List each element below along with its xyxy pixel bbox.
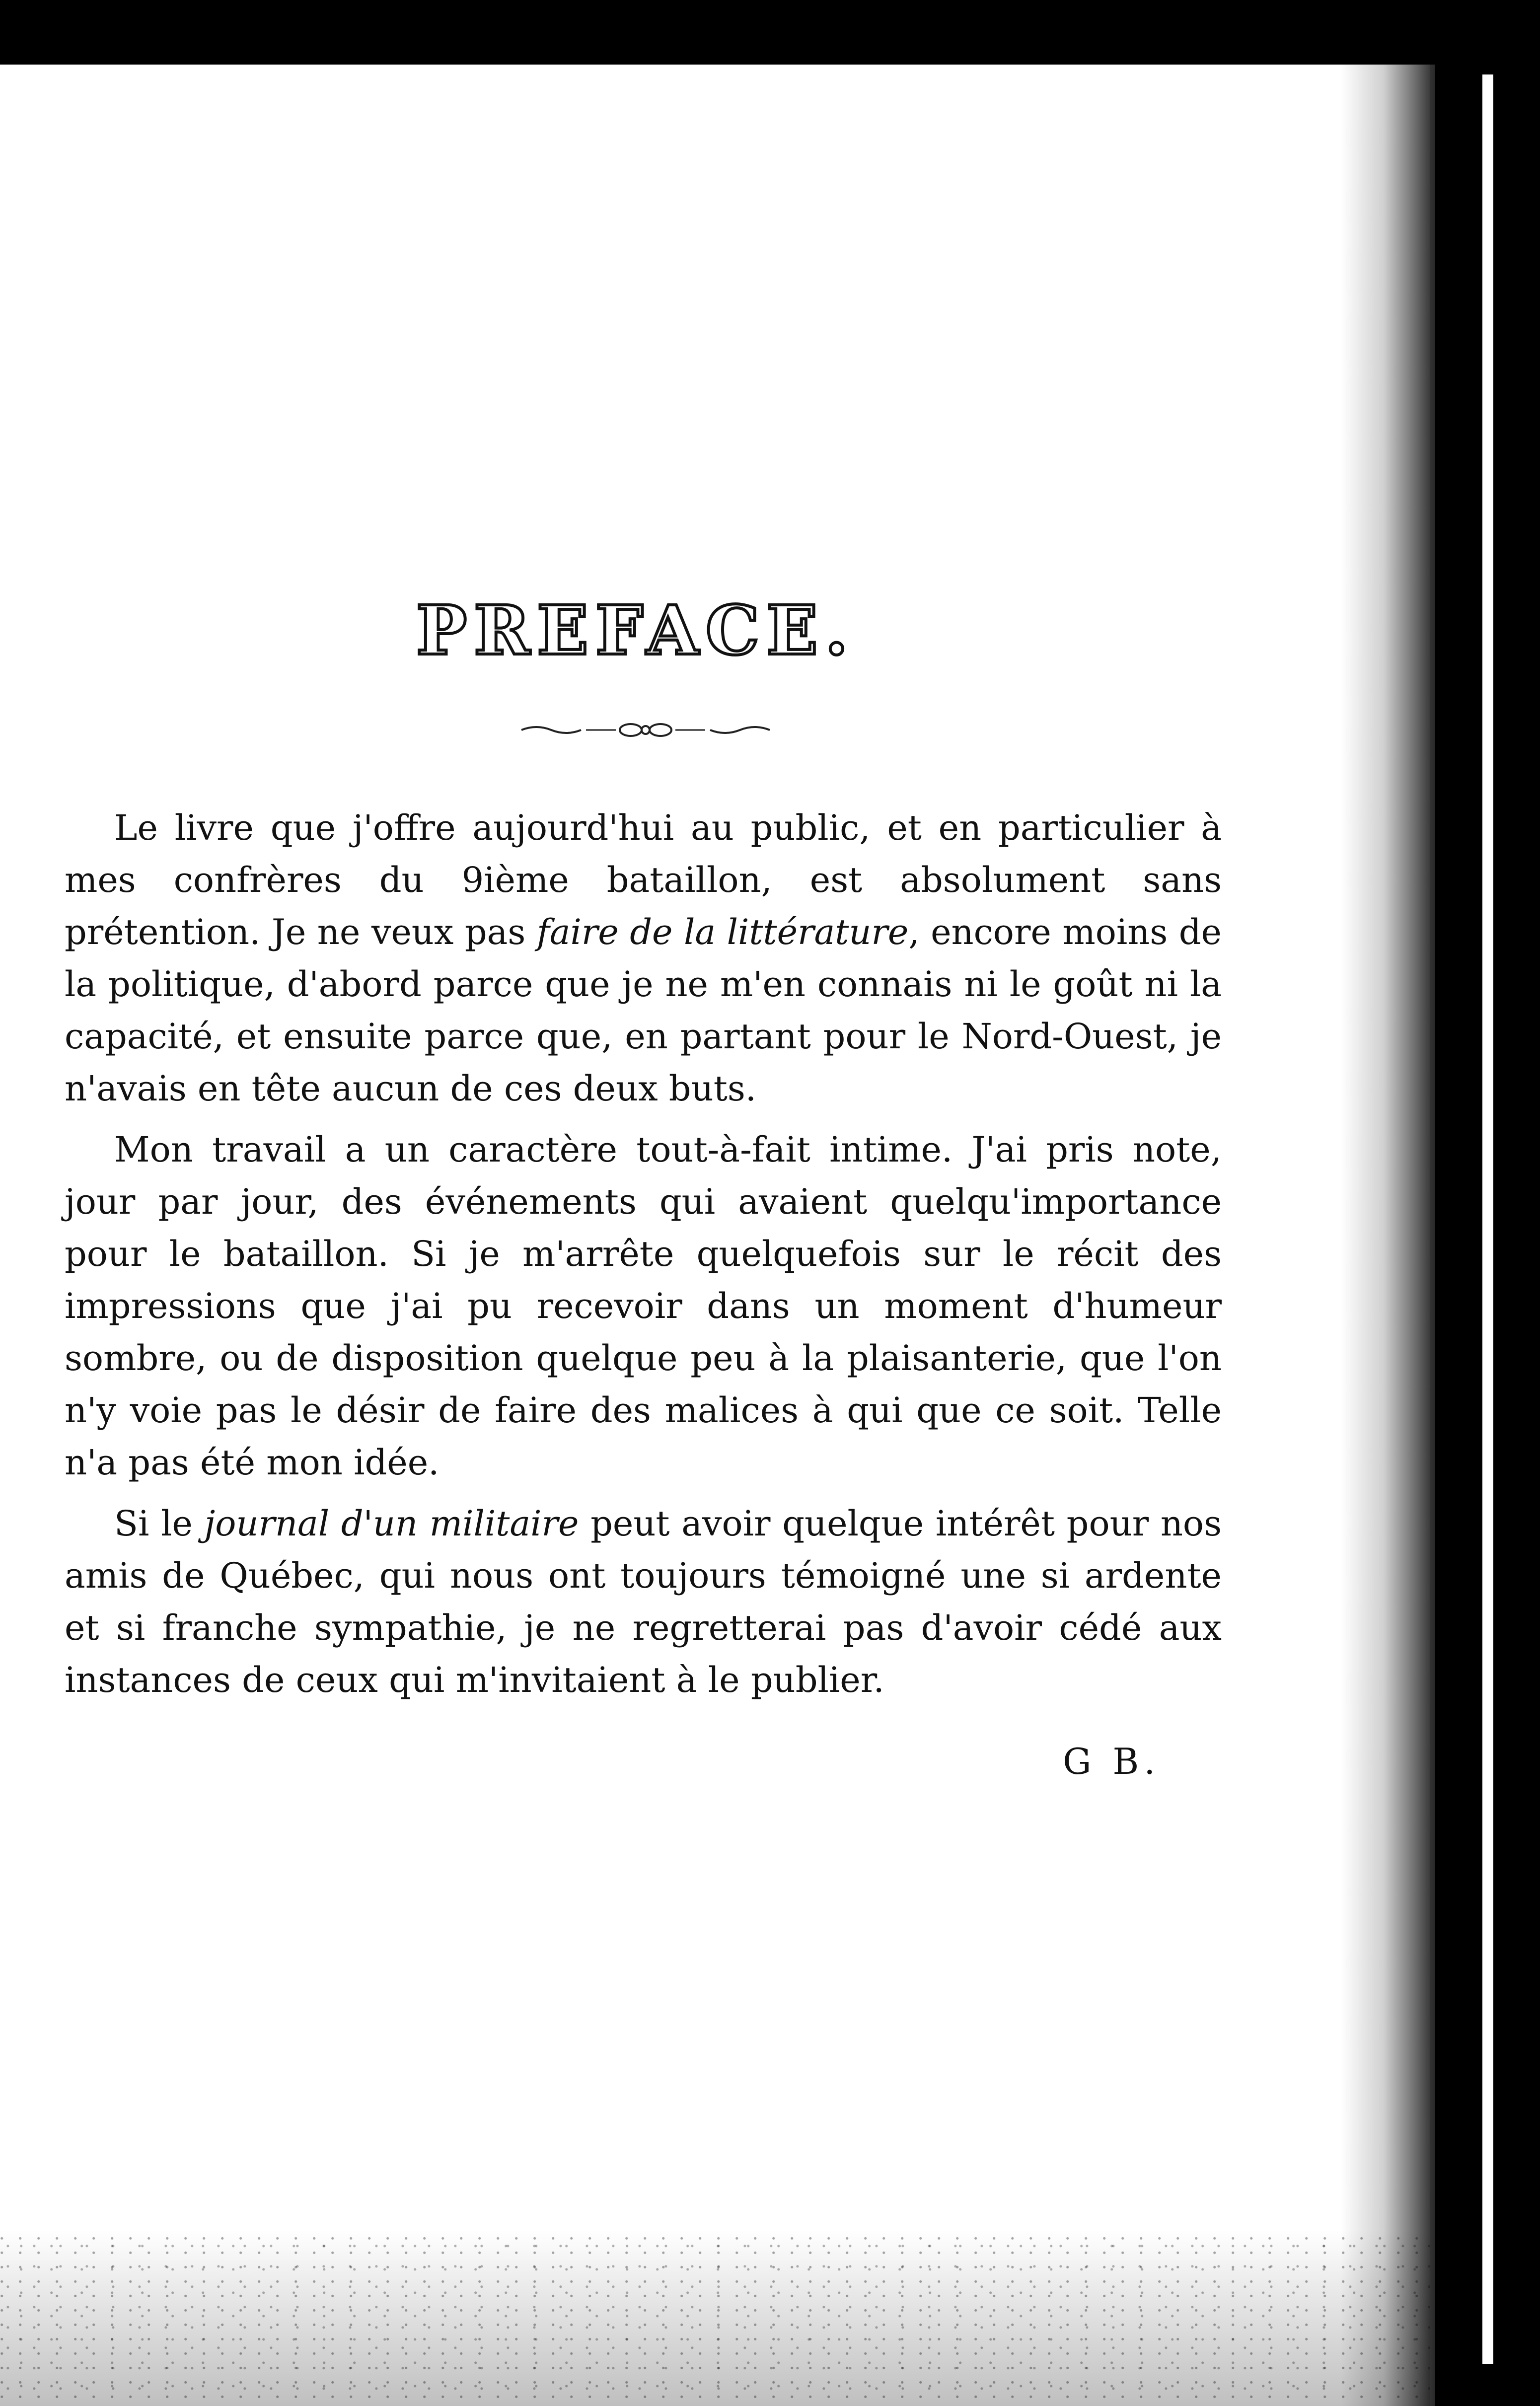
preface-text xyxy=(65,802,1222,1715)
paragraph-1 xyxy=(65,802,1222,1115)
paragraph-text: Mon travail a un caractère tout-à-fait intime. J'ai pris note, jour par jour, des événements qui avaient quelqu'importance pour le bataillon. Si je m'arrête quelquefois sur le récit des impressions que j'ai pu recevoir dans un moment d'humeur sombre, ou de disposition quelque peu à la plaisanterie, que l'on n'y voie pas le désir de faire des malices à qui que ce soit. Telle n'a pas été mon idée. xyxy=(65,1129,1222,1483)
paragraph-text: peut avoir quelque intérêt pour nos amis de Québec, qui nous ont toujours témoigné une si ardente et si franche sympathie, je ne regretterai pas d'avoir cédé aux instances de ceux qui m'invitaient à le publier. xyxy=(65,1503,1222,1700)
page-edge xyxy=(1482,74,1493,2364)
page-title: PREFACE. xyxy=(416,591,856,670)
paragraph-text: , encore moins de la politique, d'abord parce que je ne m'en connais ni le goût ni la capacité, et ensuite parce que, en partant pour le Nord-Ouest, je n'avais en tête aucun de ces deux buts. xyxy=(65,912,1222,1109)
scan-noise xyxy=(0,2230,1430,2406)
paragraph-text: Si le xyxy=(114,1503,205,1544)
binding-shadow xyxy=(1341,65,1435,2406)
author-signature: G B. xyxy=(1063,1741,1161,1782)
italic-phrase: faire de la littérature xyxy=(536,912,909,952)
italic-phrase: journal d'un militaire xyxy=(204,1503,579,1544)
paragraph-3 xyxy=(65,1498,1222,1706)
paragraph-2 xyxy=(65,1124,1222,1489)
paragraph-text: Le livre que j'offre aujourd'hui au public, et en particulier à mes confrères du 9ième bataillon, est absolument sans prétention. Je ne veux pas xyxy=(65,807,1222,952)
ornament-divider xyxy=(516,715,775,745)
